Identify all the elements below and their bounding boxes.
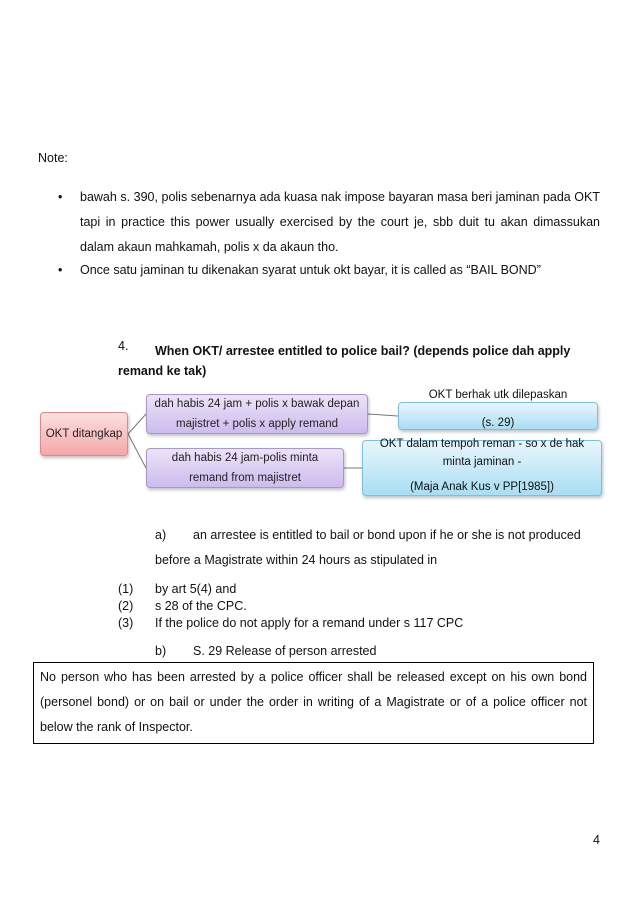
diagram-branch2-line2: remand from majistret	[189, 472, 301, 484]
diagram-result1-line2: (s. 29)	[481, 417, 515, 429]
bullet-dot-icon: •	[58, 263, 63, 277]
diagram-branch2-node	[146, 448, 344, 488]
numbered-item-text: If the police do not apply for a remand under s 117 CPC	[155, 616, 464, 630]
question-number: 4.	[118, 339, 129, 353]
para-a-label: a)	[155, 528, 167, 542]
connector-branch1-result1	[368, 414, 398, 416]
question-text: When OKT/ arrestee entitled to police bail? (depends police dah apply	[155, 344, 571, 358]
diagram-root-node	[40, 412, 128, 456]
diagram-branch1-node	[146, 394, 368, 434]
numbered-item-number: (2)	[118, 599, 134, 613]
diagram-result2-line1: OKT dalam tempoh reman - so x de hak	[379, 438, 585, 450]
bullet-text: Once satu jaminan tu dikenakan syarat untuk okt bayar, it is called as “BAIL BOND”	[80, 263, 541, 277]
page-number: 4	[593, 833, 600, 847]
connector-root-branch2	[128, 434, 146, 468]
para-b-text: S. 29 Release of person arrested	[193, 644, 377, 658]
diagram-result2-line3: (Maja Anak Kus v PP[1985])	[410, 481, 554, 493]
diagram-branch1-line1: dah habis 24 jam + polis x bawak depan	[154, 398, 360, 410]
numbered-item-text: by art 5(4) and	[155, 582, 237, 596]
diagram-result1-line1: OKT berhak utk dilepaskan	[428, 389, 568, 401]
para-b-label: b)	[155, 644, 167, 658]
diagram-root-label: OKT ditangkap	[45, 428, 123, 440]
bullet-text: bawah s. 390, polis sebenarnya ada kuasa nak impose bayaran masa beri jaminan pada OKT tapi in practice this power usually exercised by the court je, sbb duit tu akan dimassukan dalam akaun mahkamah, polis x da akaun tho.	[80, 190, 600, 254]
numbered-item-number: (3)	[118, 616, 134, 630]
note-label: Note:	[38, 151, 68, 165]
diagram-result2-line2: minta jaminan -	[442, 456, 522, 468]
numbered-item-number: (1)	[118, 582, 134, 596]
diagram-branch1-line2: majistret + polis x apply remand	[175, 418, 339, 430]
para-a-text-continued: before a Magistrate within 24 hours as stipulated in	[155, 553, 438, 567]
connector-root-branch1	[128, 414, 146, 434]
bullet-dot-icon: •	[58, 190, 63, 204]
para-a-text: an arrestee is entitled to bail or bond upon if he or she is not produced	[193, 528, 581, 542]
question-text-continued: remand ke tak)	[118, 364, 207, 378]
numbered-item-text: s 28 of the CPC.	[155, 599, 247, 613]
s29-quote-box: No person who has been arrested by a police officer shall be released except on his own bond (personel bond) or on bail or under the order in writing of a Magistrate or of a police officer not below the rank of Inspector.	[33, 662, 594, 744]
diagram-branch2-line1: dah habis 24 jam-polis minta	[171, 452, 319, 464]
